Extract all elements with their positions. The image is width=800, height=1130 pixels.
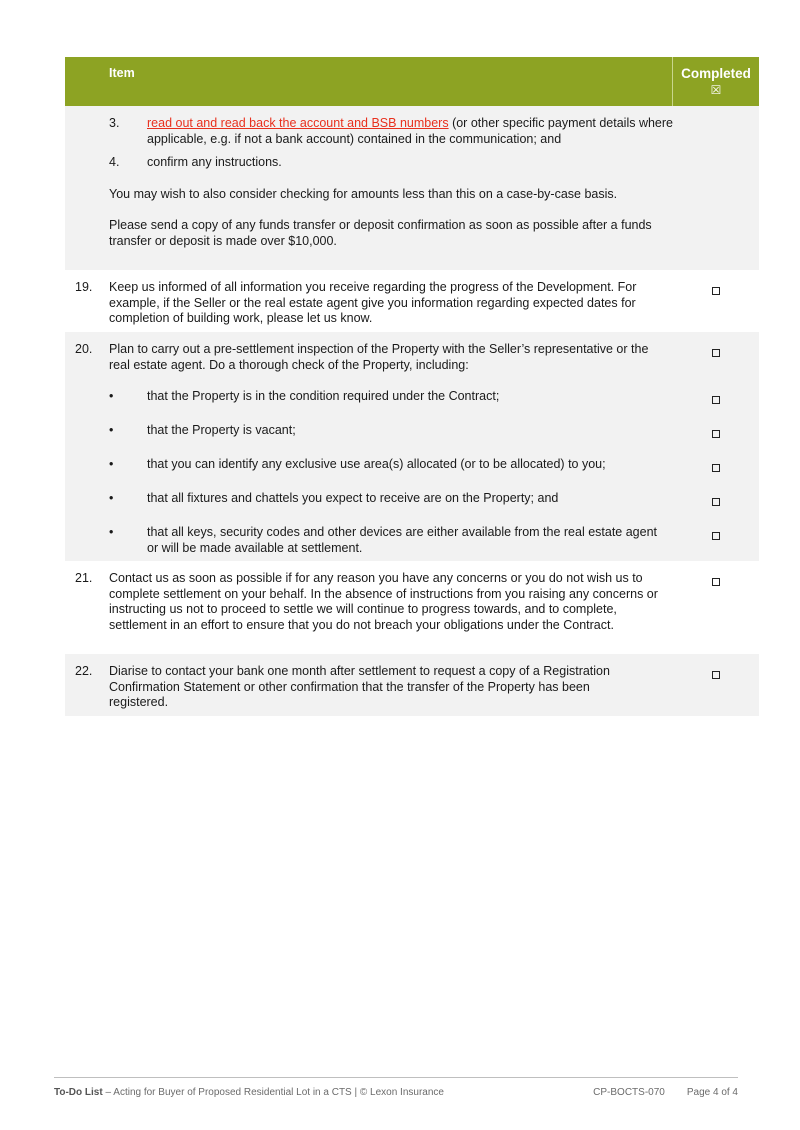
header-number-cell (65, 57, 109, 106)
footer-subtitle: – Acting for Buyer of Proposed Residential Lot in a CTS | © Lexon Insurance (102, 1087, 444, 1098)
table-row (65, 654, 759, 716)
completed-checkbox[interactable] (712, 430, 720, 438)
table-row (65, 561, 759, 654)
item-text: Contact us as soon as possible if for any reason you have any concerns or you do not wish us to complete settlement on your behalf. In the absence of instructions from you raising any concerns or instructing us not to proceed to settle we will continue to progress towards, and to complete, settlement in an effort to ensure that you do not breach your obligations under the Contract. (109, 571, 658, 632)
completed-checkbox[interactable] (712, 671, 720, 679)
item-text: Diarise to contact your bank one month after settlement to request a copy of a Registration Confirmation Statement or other confirmation that the transfer of the Property has been registered. (109, 664, 610, 709)
completed-checkbox[interactable] (712, 349, 720, 357)
bullet-item: • that the Property is vacant; (109, 423, 673, 457)
header-completed (672, 57, 759, 106)
table-row-continued (65, 106, 759, 270)
sub-item-3 (109, 116, 673, 147)
completed-checkbox[interactable] (712, 396, 720, 404)
table-row (65, 332, 759, 561)
header-completed-label: Completed (681, 66, 751, 81)
bullet: • (109, 525, 114, 539)
page-number: Page 4 of 4 (686, 1087, 738, 1098)
footer-title: To-Do List (54, 1087, 103, 1098)
sub-item-text: (or other specific payment details where applicable, e.g. if not a bank account) contained in the communication; and (147, 116, 674, 146)
bullet-item: • that the Property is in the condition required under the Contract; (109, 389, 673, 423)
bullet-item: • that all keys, security codes and other devices are either available from the real estate agent or will be made available at settlement. (109, 525, 658, 555)
item-text: Plan to carry out a pre-settlement inspection of the Property with the Seller’s representative or the real estate agent. Do a thorough check of the Property, including: (109, 342, 649, 372)
table-row (65, 270, 759, 332)
bullet: • (109, 423, 114, 437)
completed-checkbox[interactable] (712, 464, 720, 472)
table-header (65, 57, 759, 106)
completed-checkbox[interactable] (712, 287, 720, 295)
item-number: 21. (75, 571, 93, 585)
paragraph: Please send a copy of any funds transfer or deposit confirmation as soon as possible after a funds transfer or deposit is made over $10,000. (109, 218, 652, 248)
item-text: Keep us informed of all information you receive regarding the progress of the Development. For example, if the Seller or the real estate agent give you information regarding expected dates for completion of building work, please let us know. (109, 280, 637, 325)
sub-item-4 (109, 155, 673, 171)
bullet: • (109, 389, 114, 403)
checked-box-icon: ☒ (710, 83, 722, 97)
item-number: 19. (75, 280, 93, 294)
completed-checkbox[interactable] (712, 498, 720, 506)
bullet-item: • that all fixtures and chattels you expect to receive are on the Property; and (109, 491, 673, 525)
account-bsb-link[interactable]: read out and read back the account and BSB numbers (147, 116, 449, 130)
footer-code: CP-BOCTS-070 (593, 1087, 665, 1098)
completed-checkbox[interactable] (712, 578, 720, 586)
bullet-item: • that you can identify any exclusive use area(s) allocated (or to be allocated) to you; (109, 457, 673, 491)
sub-item-number: 3. (109, 116, 120, 130)
bullet: • (109, 457, 114, 471)
sub-item-text: confirm any instructions. (147, 155, 282, 169)
item-number: 20. (75, 342, 93, 356)
bullet: • (109, 491, 114, 505)
todo-table (65, 57, 759, 716)
paragraph: You may wish to also consider checking for amounts less than this on a case-by-case basis. (109, 186, 618, 201)
sub-item-number: 4. (109, 155, 120, 169)
header-item: Item (109, 66, 135, 80)
item-number: 22. (75, 664, 93, 678)
page-footer (54, 1077, 738, 1101)
completed-checkbox[interactable] (712, 532, 720, 540)
